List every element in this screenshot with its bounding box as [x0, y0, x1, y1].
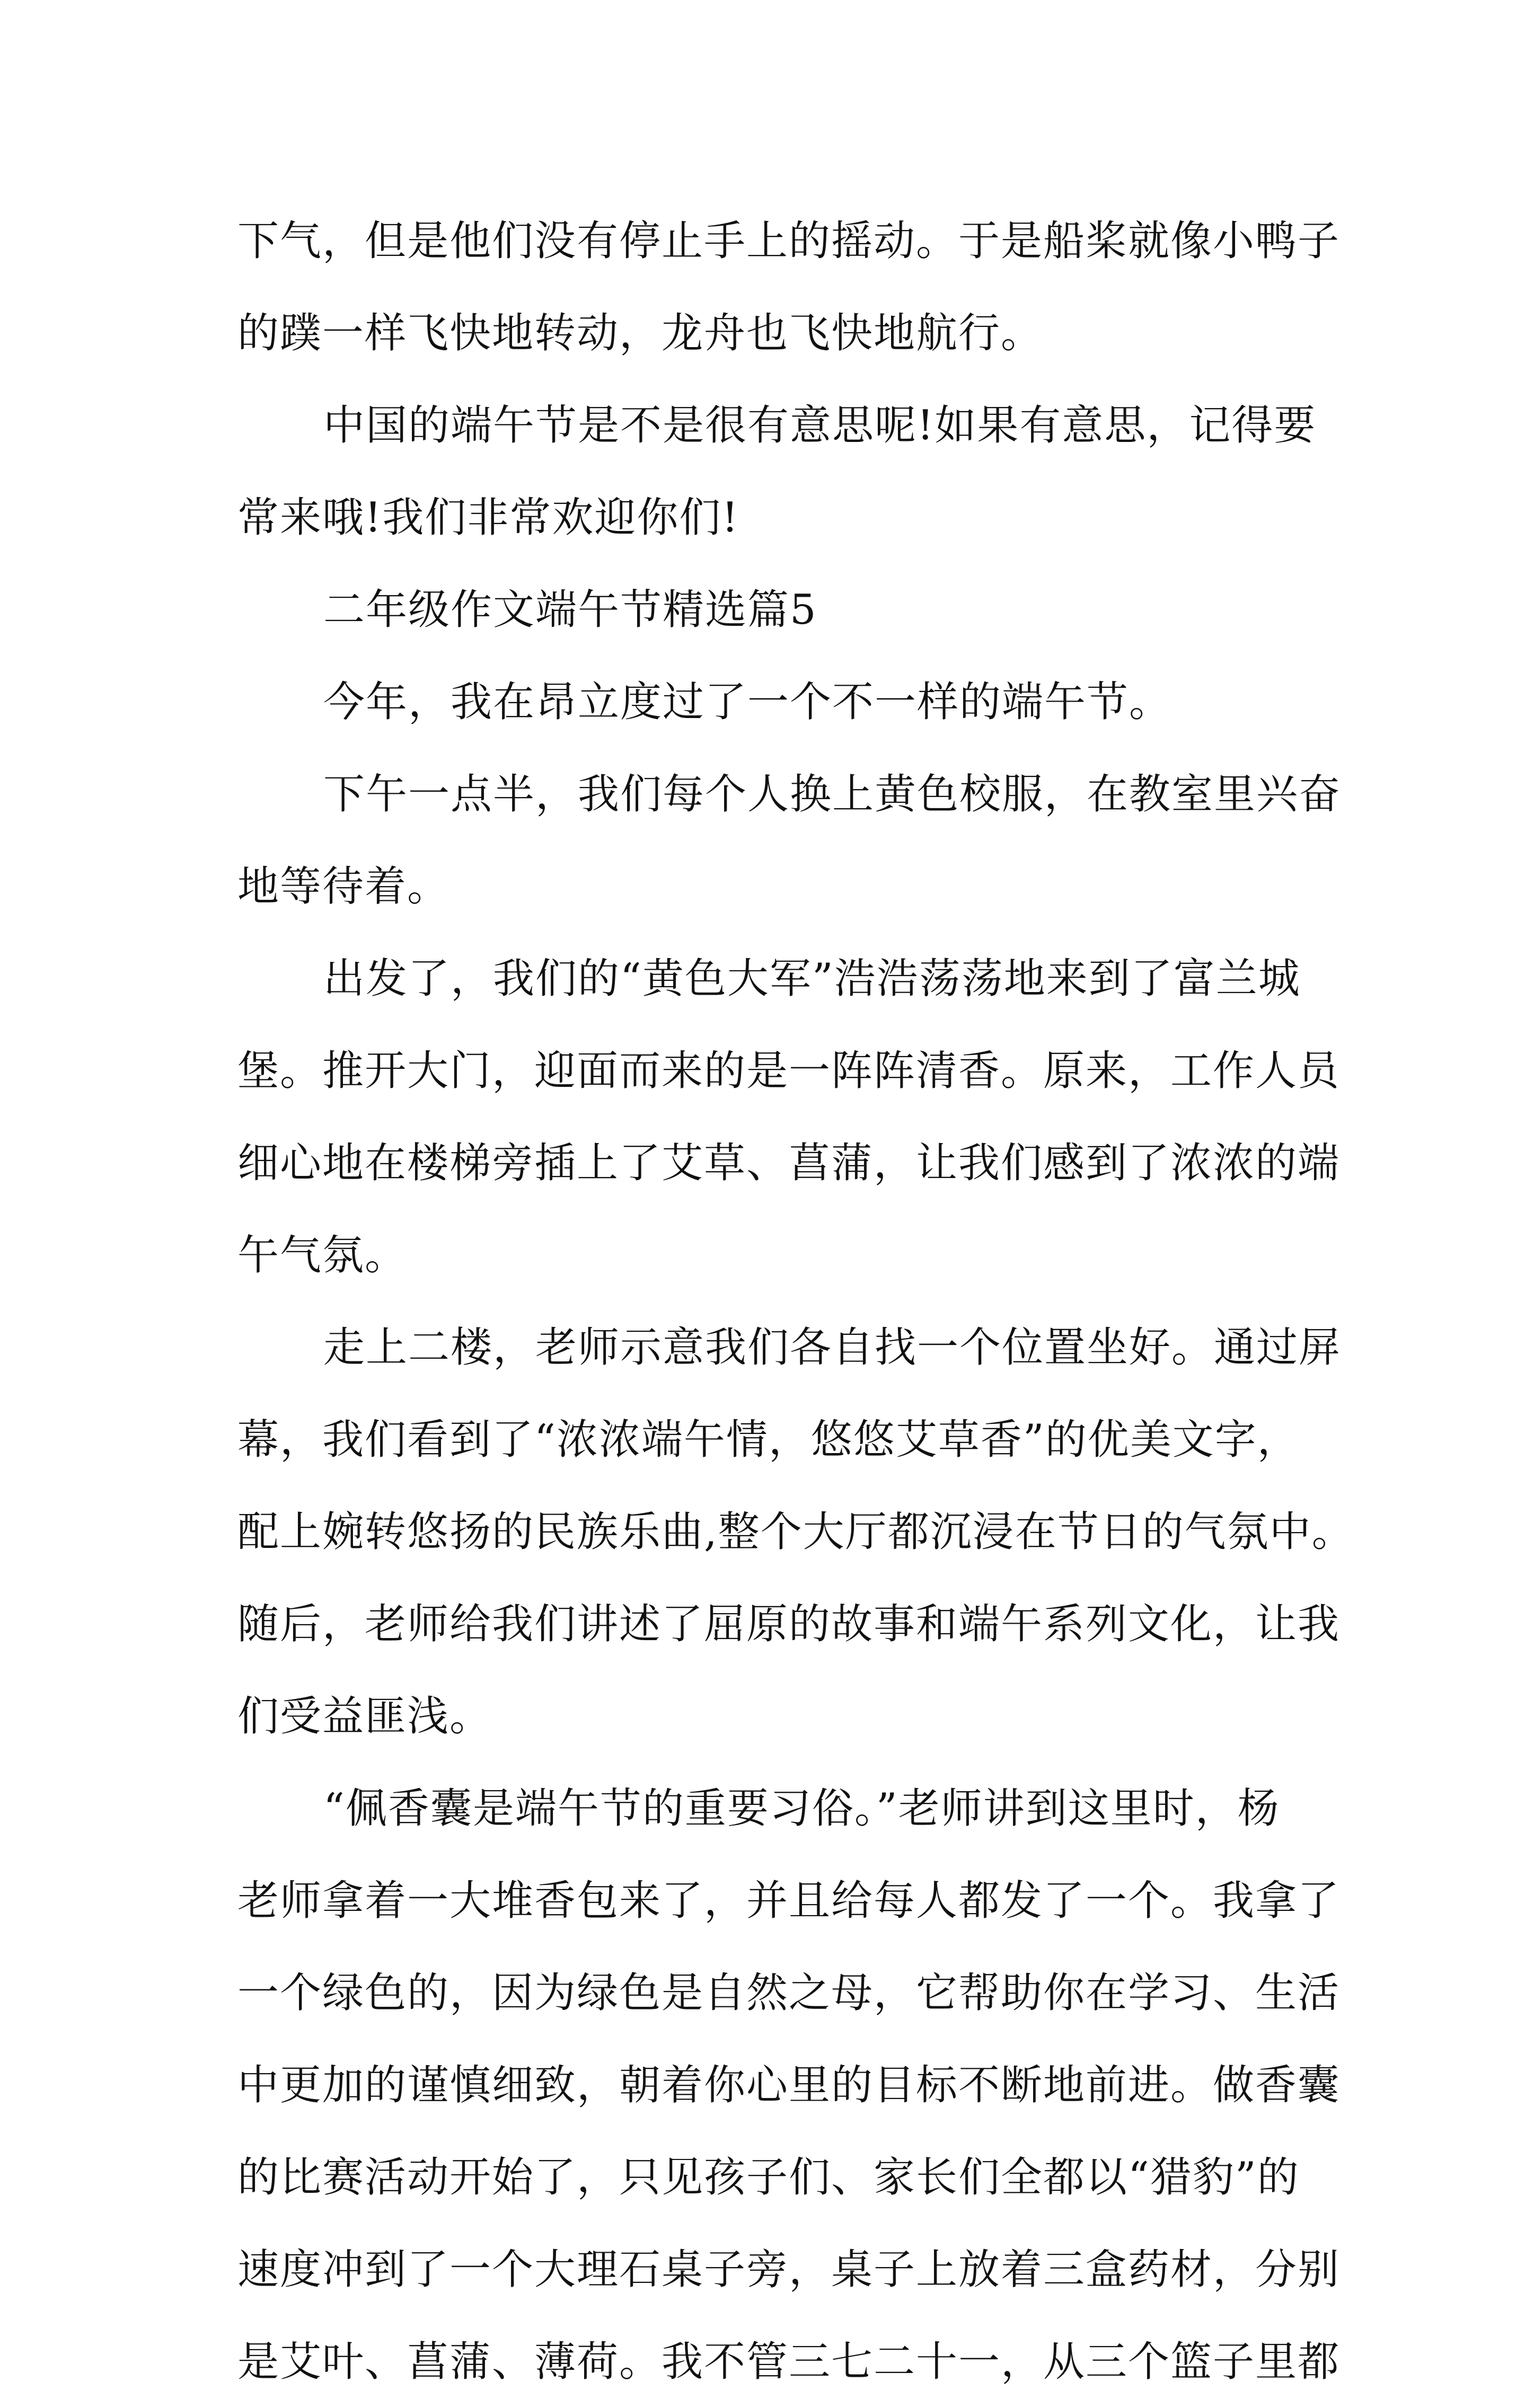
paragraph-line: 中更加的谨慎细致，朝着你心里的目标不断地前进。做香囊 — [237, 2061, 1341, 2109]
paragraph-line: 随后，老师给我们讲述了屈原的故事和端午系列文化，让我 — [237, 1600, 1341, 1648]
paragraph-line: 午气氛。 — [237, 1232, 408, 1279]
paragraph-first-line: 今年，我在昂立度过了一个不一样的端午节。 — [323, 678, 1172, 726]
paragraph-first-line: 中国的端午节是不是很有意思呢!如果有意思，记得要 — [323, 402, 1317, 449]
paragraph-first-line: 出发了，我们的“黄色大军”浩浩荡荡地来到了富兰城 — [323, 955, 1301, 1003]
paragraph-line: 常来哦!我们非常欢迎你们! — [237, 494, 739, 542]
paragraph-line: 的比赛活动开始了，只见孩子们、家长们全都以“猎豹”的 — [237, 2154, 1300, 2201]
paragraph-line: 是艾叶、菖蒲、薄荷。我不管三七二十一，从三个篮子里都 — [237, 2338, 1341, 2386]
paragraph-line: 下气，但是他们没有停止手上的摇动。于是船桨就像小鸭子 — [237, 217, 1341, 265]
paragraph-line: 幕，我们看到了“浓浓端午情，悠悠艾草香”的优美文字， — [237, 1416, 1300, 1464]
paragraph-first-line: 下午一点半，我们每个人换上黄色校服，在教室里兴奋 — [323, 771, 1342, 818]
paragraph-line: 堡。推开大门，迎面而来的是一阵阵清香。原来，工作人员 — [237, 1047, 1341, 1095]
paragraph-line: 老师拿着一大堆香包来了，并且给每人都发了一个。我拿了 — [237, 1877, 1341, 1925]
paragraph-first-line: 二年级作文端午节精选篇5 — [323, 586, 817, 634]
paragraph-line: 们受益匪浅。 — [237, 1693, 492, 1740]
paragraph-line: 地等待着。 — [237, 863, 450, 910]
paragraph-line: 一个绿色的，因为绿色是自然之母，它帮助你在学习、生活 — [237, 1969, 1341, 2017]
essay-body — [237, 195, 1354, 2408]
paragraph-line: 配上婉转悠扬的民族乐曲,整个大厅都沉浸在节日的气氛中。 — [237, 1508, 1354, 1556]
paragraph-first-line: 走上二楼，老师示意我们各自找一个位置坐好。通过屏 — [323, 1324, 1342, 1371]
paragraph-first-line: “佩香囊是端午节的重要习俗。”老师讲到这里时，杨 — [323, 1785, 1280, 1832]
paragraph-line: 速度冲到了一个大理石桌子旁，桌子上放着三盒药材，分别 — [237, 2246, 1341, 2294]
paragraph-line: 的蹼一样飞快地转动，龙舟也飞快地航行。 — [237, 309, 1044, 357]
paragraph-line: 细心地在楼梯旁插上了艾草、菖蒲，让我们感到了浓浓的端 — [237, 1139, 1341, 1187]
